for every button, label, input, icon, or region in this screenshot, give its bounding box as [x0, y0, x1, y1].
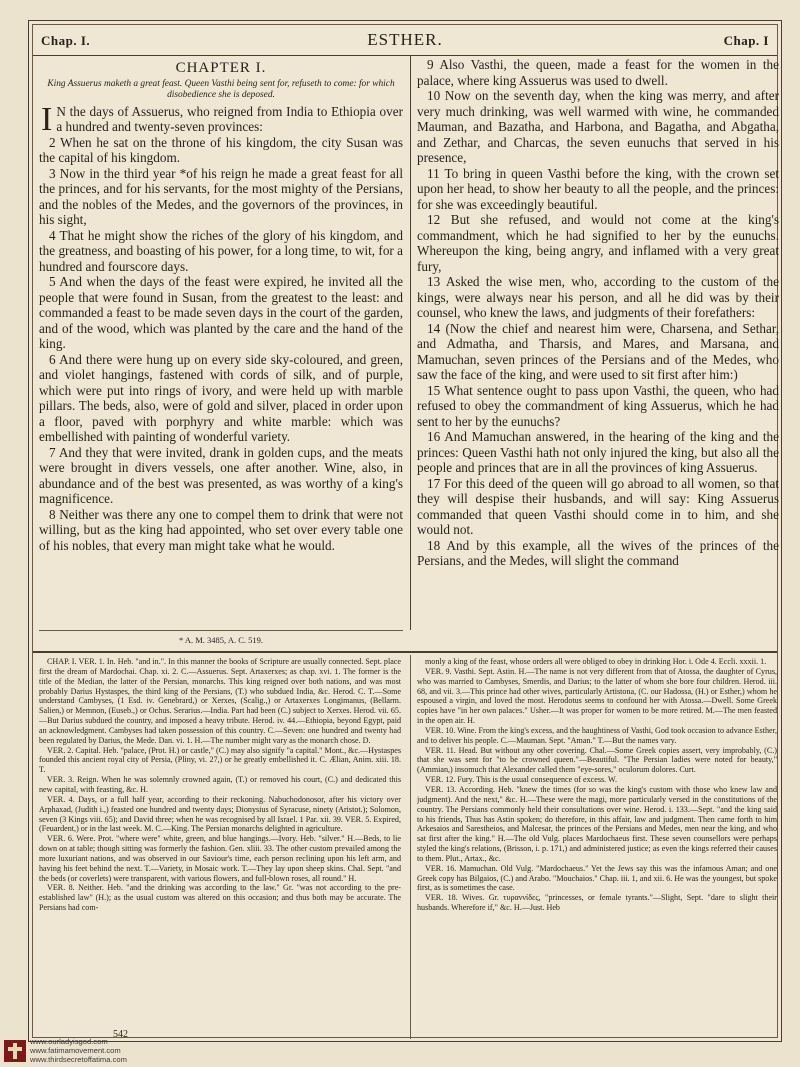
verse: 7 And they that were invited, drank in golden cups, and the meats were brought in divers vessels, one after another. Wine, also, in abundance and of the best was presented, as was worthy of a king's magnificence. [39, 444, 403, 506]
verse: 4 That he might show the riches of the glory of his kingdom, and the greatness, and boasting of his power, for a long time, to wit, for a hundred and fourscore days. [39, 227, 403, 274]
commentary-divider [33, 651, 777, 653]
header-left: Chap. I. [41, 33, 91, 48]
verse: 6 And there were hung up on every side sky-coloured, and green, and violet hangings, fastened with cords of silk, and of purple, which were put into rings of ivory, and were held up with marble pillars. The beds, also, were of gold and silver, placed in order upon a floor, paved with porphyry and white marble: which was embellished with painting of wonderful variety. [39, 351, 403, 444]
verse: 2 When he sat on the throne of his kingdom, the city Susan was the capital of his kingdom. [39, 134, 403, 165]
commentary-note: VER. 9. Vasthi. Sept. Astin. H.—The name is not very different from that of Atossa, the daughter of Cyrus, who was married to Cambyses, Smerdis, and Darius; to the latter of whom she bore four children. Herod. iii. 68, and vii. 3.—This prince had other wives, particularly Artistona, (C. our Hadossa, (H.) or Esther,) whom he espoused a virgin, and loved the most. Herodotus seems to confound her with Atossa.—Dwell. Some Greek copies have "in her own palaces." Usher.—It was proper for women to be more retired. M.—The men feasted in the open air. H. [417, 666, 777, 726]
commentary-note: VER. 2. Capital. Heb. "palace, (Prot. H.) or castle," (C.) may also signify "a capital." Mont., &c.—Hystaspes founded this ancient royal city of Persia, (Pliny, vi. 27,) or he greatly embellished it. C. Ælian, Anim. xiii. 18. T. [39, 745, 401, 775]
verse: 17 For this deed of the queen will go abroad to all women, so that they will despise their husbands, and will say: King Assuerus commanded that queen Vasthi should come in to him, and she would not. [417, 475, 779, 537]
drop-cap: I [41, 100, 53, 138]
commentary-note: VER. 16. Mamuchan. Old Vulg. "Mardochaeus." Yet the Jews say this was the infamous Aman; and one Greek copy has Bilgaios, (C.) and Arabo. "Mouchaios." Chap. iii. 1, and xii. 6. He was the youngest, but spoke first, as is sometimes the case. [417, 863, 777, 893]
footer-link[interactable]: www.thirdsecretoffatima.com [30, 1055, 127, 1065]
commentary-note: CHAP. I. VER. 1. In. Heb. "and in.". In this manner the books of Scripture are usually connected. Sept. place first the dream of Mardochai. Chap. xi. 2. C.—Assuerus. Sept. Artaxerxes; as chap. xvi. 1. The former is the title of the Median, the latter of the Persian, monarchs. This king reigned over both nations, and was most probably Darius Hystaspes, the third king of the Persians, (T.) who subdued India, &c. Herod. C. T.—Some understand Cambyses, (1 Esd. iv. Genebrard,) or Xerxes, (Scalig.,) or Artaxerxes Longimanus, (Bellarm. Salien,) or Memnon, (Euseb.,) or Ochus. Serarius.—India. Part had been (C.) subject to Xerxes. Herod. vii. 65.—But Darius subdued the country, and imposed a heavy tribute. Herod. iv. 44.—Ethiopia, beyond Egypt, paid an acknowledgment. Cambyses had taken possession of this country. C.—Seven: one hundred and twenty had been regulated by Darius, the Mede. Dan. vi. 1. H.—The number might vary as the monarch chose. D. [39, 657, 401, 745]
footer-link[interactable]: www.ourladyisgod.com [30, 1037, 108, 1046]
verse: 9 Also Vasthi, the queen, made a feast for the women in the palace, where king Assuerus was used to dwell. [417, 57, 779, 88]
footnote: * A. M. 3485, A. C. 519. [178, 635, 264, 645]
bible-page [28, 20, 782, 1042]
verse: 16 And Mamuchan answered, in the hearing of the king and the princes: Queen Vasthi hath not only injured the king, but also all the people and princes that are in all the provinces of king Assuerus. [417, 429, 779, 475]
verse: 13 Asked the wise men, who, according to the custom of the kings, were always near his person, and all he did was by their counsel, who knew the laws, and judgments of their forefathers: [417, 274, 779, 320]
commentary-note: VER. 18. Wives. Gr. τυραννίδες, "princesses, or female tyrants."—Slight, Sept. "dare to slight their husbands. Wherefore if," &c. H.—Just. Heb [417, 893, 777, 913]
page-number: 542 [113, 1029, 128, 1040]
site-logo-icon [4, 1040, 26, 1062]
commentary-note: VER. 10. Wine. From the king's excess, and the haughtiness of Vasthi, God took occasion to advance Esther, and to deliver his people. C.—Mauman. Sept. "Aman." T.—But the names vary. [417, 725, 777, 745]
verse: 3 Now in the third year *of his reign he made a great feast for all the princes, and for his servants, for the most mighty of the Persians, and the nobles of the Medes, and the governors of the provinces, in his sight, [39, 165, 403, 227]
commentary-note: VER. 6. Were. Prot. "where were" white, green, and blue hangings.—Ivory. Heb. "silver." H.—Beds, to lie down on at table; though sitting was formerly the fashion. Gen. xliii. 33. The other custom prevailed among the more luxuriant nations, and was observed in our Saviour's time, each person reclining upon his left arm, and having his feet behind the next. T.—Variety, in Mosaic work. T.—They lay upon sheep skins. Chal. Sept. "and the beds (or coverlets) were transparent, with various flowers, and full-blown roses, all round." H. [39, 834, 401, 883]
page-frame [32, 24, 778, 1038]
header-title: ESTHER. [367, 30, 443, 49]
verse: 14 (Now the chief and nearest him were, Charsena, and Sethar, and Admatha, and Tharsis, and Mares, and Marsana, and Mamuchan, seven princes of the Persians and of the Medes, who saw the face of the king, and were used to sit first after him:) [417, 320, 779, 382]
commentary-note: VER. 4. Days, or a full half year, according to their reckoning. Nabuchodonosor, after his victory over Arphaxad, (Judith i.,) feasted one hundred and twenty days; Dionysius of Syracuse, ninety (Aristot.); Solomon, seven (3 Kings viii. 65); and David three; when he was recognised by all Israel. 1 Par. xii. 39. VER. 5. Expired, (Feuardent,) or in the last week. M. C.—King. The Persian monarchs delighted in agriculture. [39, 794, 401, 834]
verse: 10 Now on the seventh day, when the king was merry, and after very much drinking, was well warmed with wine, he commanded Mauman, and Bazatha, and Harbona, and Bagatha, and Abgatha, and Zethar, and Charcas, the seven eunuchs that served in his presence, [417, 88, 779, 165]
footer-urls [30, 1037, 127, 1065]
left-text-column [39, 57, 403, 629]
commentary-note: VER. 13. According. Heb. "knew the times (for so was the king's custom with those who knew law and judgment). And the next," &c. H.—These were the magi, more particularly versed in the constitutions of the country. The Persians commonly held their consultations over wine. Herod. i. 133.—Sept. "and the king said to his friends, Thus has Astin spoken; do therefore, in this affair, law and judgment. Then came forth to him Arkesaios and Sarestheios, and Malcesar, the princes of the Persians and Medes, men near the king, and who sat first after the king." H.—The old Vulg. places Mardochaeus first. These seven counsellors were perhaps styled the king's relations, (Brisson, i. p. 171,) and administered justice; as even the kings referred their causes to them. Plut., Artax., &c. [417, 784, 777, 863]
verse-1: I N the days of Assuerus, who reigned from India to Ethiopia over a hundred and twenty-seven provinces: [41, 100, 403, 138]
footnote-rule [39, 630, 403, 631]
chapter-summary: King Assuerus maketh a great feast. Queen Vasthi being sent for, refuseth to come: for which disobedience she is deposed. [47, 78, 395, 100]
chapter-title: CHAPTER I. [175, 60, 267, 76]
footer-link[interactable]: www.fatimamovement.com [30, 1046, 121, 1056]
verse: 18 And by this example, all the wives of the princes of the Persians, and the Medes, will slight the command [417, 537, 779, 568]
commentary-column-divider [410, 655, 411, 1039]
commentary-right [417, 657, 777, 1037]
commentary-left [39, 657, 401, 1027]
commentary-note: VER. 8. Neither. Heb. "and the drinking was according to the law." Gr. "was not according to the pre-established law" (H.); as the usual custom was altered on this occasion; and thus both may be accurate. The Persians had com- [39, 883, 401, 913]
commentary-note: VER. 12. Fury. This is the usual consequence of excess. W. [425, 775, 617, 785]
running-header [33, 25, 777, 56]
verse: 8 Neither was there any one to compel them to drink that were not willing, but as the king had appointed, who set over every table one of his nobles, that every man might take what he would. [39, 506, 403, 553]
verse: 12 But she refused, and would not come at the king's commandment, which he had signified to her by the eunuchs. Whereupon the king, being angry, and inflamed with a very great fury, [417, 212, 779, 274]
verse: 15 What sentence ought to pass upon Vasthi, the queen, who had refused to obey the commandment of king Assuerus, which he had sent to her by the eunuchs? [417, 382, 779, 429]
commentary-note: VER. 3. Reign. When he was solemnly crowned again, (T.) or removed his court, (C.) and dedicated this new capital, with feasting, &c. H. [39, 775, 401, 794]
verse: 11 To bring in queen Vasthi before the king, with the crown set upon her head, to show her beauty to all the people, and the princes: for she was exceedingly beautiful. [417, 165, 779, 212]
header-right: Chap. I [723, 33, 769, 48]
verse: 5 And when the days of the feast were expired, he invited all the people that were found in Susan, from the greatest to the least: and commanded a feast to be made seven days in the court of the garden, and of the wood, which was planted by the care and the hand of the king. [39, 274, 403, 351]
commentary-note: VER. 11. Head. But without any other covering. Chal.—Some Greek copies assert, very improbably, (C.) that she was sent for "to be crowned queen."—Beautiful. "The Persian ladies were noted for beauty," (Ammian,) insomuch that Alexander called them "eye-sores," oculorum dolores. Curt. [417, 745, 777, 775]
right-text-column [417, 57, 779, 629]
commentary-note: monly a king of the feast, whose orders all were obliged to obey in drinking Hor. i. Ode 4. Eccli. xxxii. 1. [425, 657, 767, 666]
column-divider [410, 55, 411, 630]
